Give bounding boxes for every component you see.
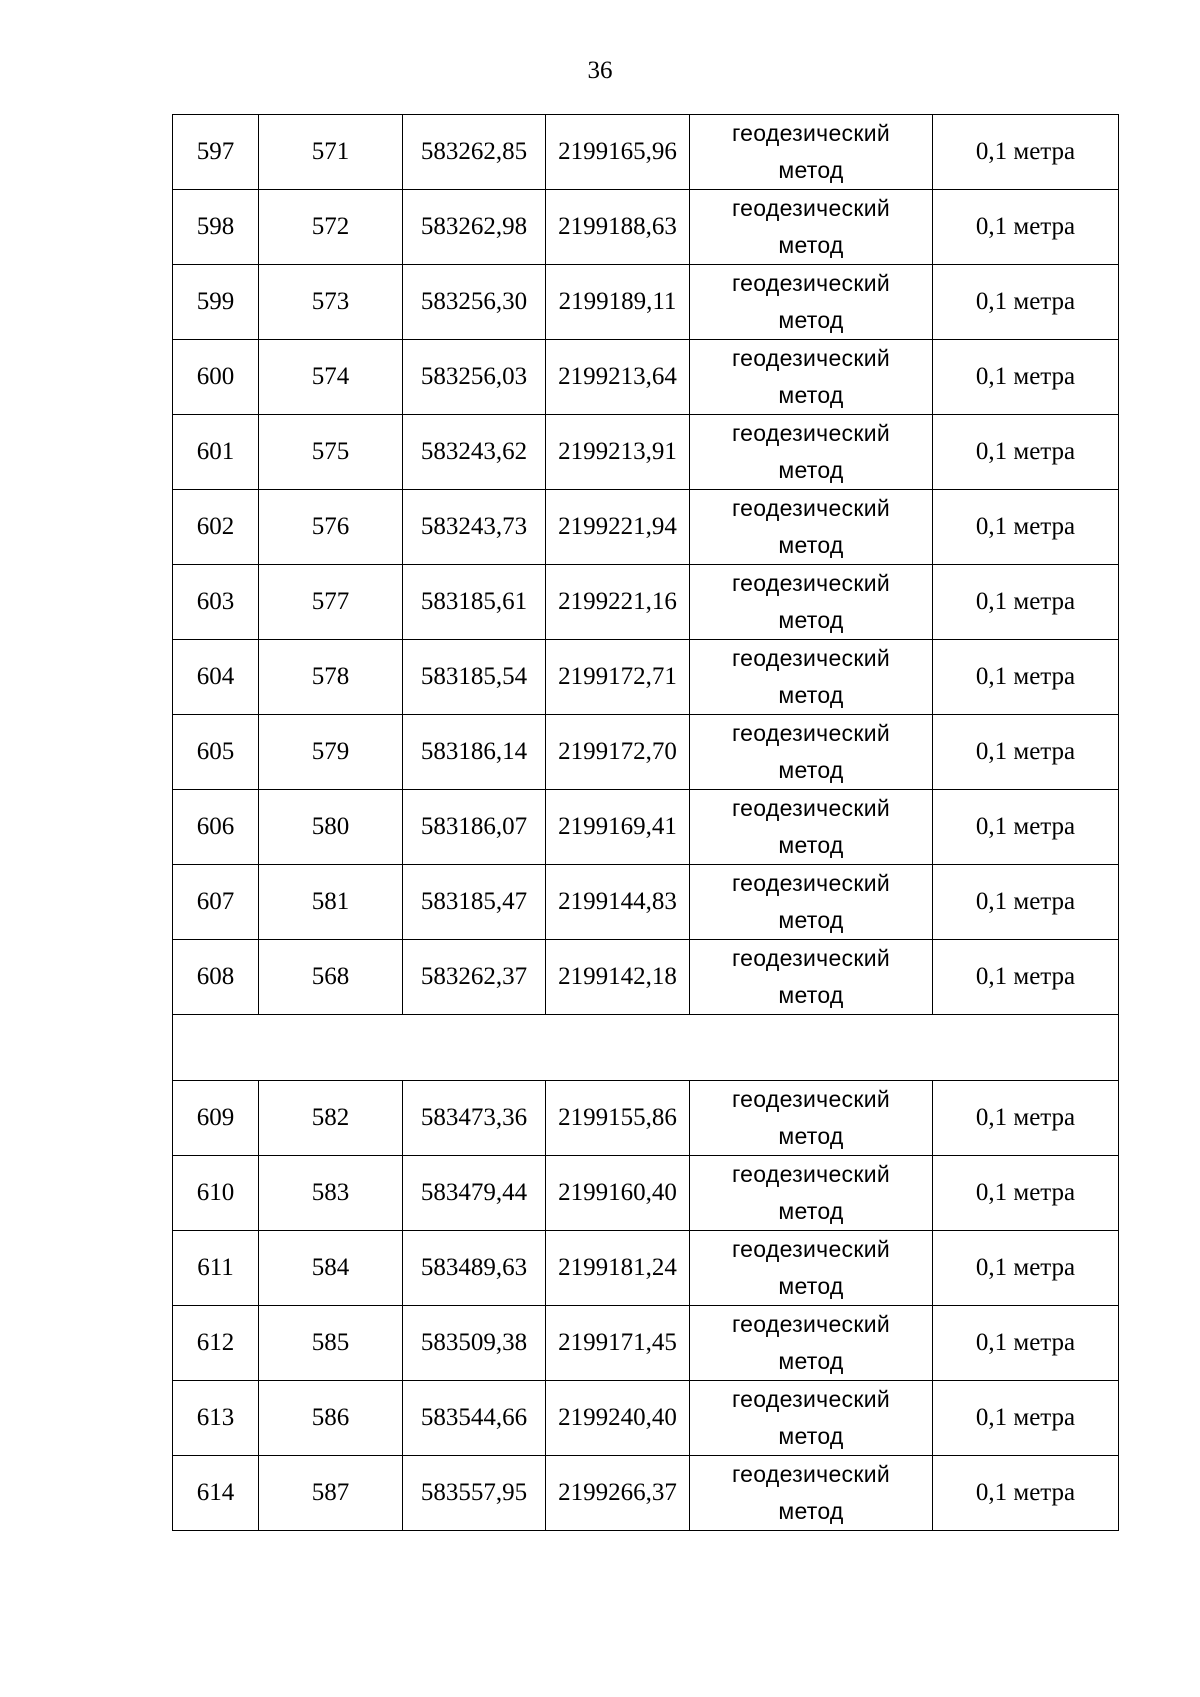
table-row [173, 1306, 1119, 1381]
method-text: метод [778, 1498, 844, 1524]
table-row [173, 1456, 1119, 1531]
x-coordinate-cell: 583185,54 [403, 640, 546, 715]
method-cell [690, 790, 933, 865]
y-coordinate-cell: 2199188,63 [546, 190, 690, 265]
boundary-point-cell: 582 [259, 1081, 403, 1156]
accuracy-cell: 0,1 метра [933, 1156, 1119, 1231]
point-number-cell: 607 [173, 865, 259, 940]
boundary-point-cell: 575 [259, 415, 403, 490]
x-coordinate-cell: 583256,03 [403, 340, 546, 415]
y-coordinate-cell: 2199142,18 [546, 940, 690, 1015]
accuracy-cell: 0,1 метра [933, 790, 1119, 865]
method-text: геодезический [732, 120, 890, 146]
table-row [173, 340, 1119, 415]
x-coordinate-cell: 583262,37 [403, 940, 546, 1015]
method-cell [690, 865, 933, 940]
boundary-point-cell: 580 [259, 790, 403, 865]
y-coordinate-cell: 2199171,45 [546, 1306, 690, 1381]
method-text: геодезический [732, 270, 890, 296]
x-coordinate-cell: 583557,95 [403, 1456, 546, 1531]
y-coordinate-cell: 2199221,94 [546, 490, 690, 565]
table-row [173, 1081, 1119, 1156]
table-row [173, 640, 1119, 715]
y-coordinate-cell: 2199181,24 [546, 1231, 690, 1306]
method-cell [690, 565, 933, 640]
y-coordinate-cell: 2199144,83 [546, 865, 690, 940]
point-number-cell: 610 [173, 1156, 259, 1231]
table-row [173, 565, 1119, 640]
y-coordinate-cell: 2199213,64 [546, 340, 690, 415]
accuracy-cell: 0,1 метра [933, 115, 1119, 190]
method-text: метод [778, 457, 844, 483]
point-number-cell: 599 [173, 265, 259, 340]
point-number-cell: 609 [173, 1081, 259, 1156]
method-cell [690, 1231, 933, 1306]
page-number: 36 [587, 57, 613, 84]
table-row [173, 1381, 1119, 1456]
method-text: метод [778, 1123, 844, 1149]
table-row [173, 715, 1119, 790]
method-cell [690, 1081, 933, 1156]
x-coordinate-cell: 583243,62 [403, 415, 546, 490]
accuracy-cell: 0,1 метра [933, 1231, 1119, 1306]
point-number-cell: 600 [173, 340, 259, 415]
boundary-point-cell: 585 [259, 1306, 403, 1381]
method-text: метод [778, 607, 844, 633]
boundary-point-cell: 579 [259, 715, 403, 790]
point-number-cell: 605 [173, 715, 259, 790]
y-coordinate-cell: 2199172,70 [546, 715, 690, 790]
method-cell [690, 1381, 933, 1456]
y-coordinate-cell: 2199266,37 [546, 1456, 690, 1531]
table-row [173, 940, 1119, 1015]
method-text: геодезический [732, 645, 890, 671]
method-cell [690, 1156, 933, 1231]
point-number-cell: 612 [173, 1306, 259, 1381]
y-coordinate-cell: 2199240,40 [546, 1381, 690, 1456]
x-coordinate-cell: 583262,85 [403, 115, 546, 190]
x-coordinate-cell: 583186,14 [403, 715, 546, 790]
boundary-point-cell: 578 [259, 640, 403, 715]
accuracy-cell: 0,1 метра [933, 415, 1119, 490]
method-text: геодезический [732, 345, 890, 371]
point-number-cell: 614 [173, 1456, 259, 1531]
y-coordinate-cell: 2199221,16 [546, 565, 690, 640]
method-text: геодезический [732, 570, 890, 596]
method-text: метод [778, 382, 844, 408]
table-row [173, 265, 1119, 340]
accuracy-cell: 0,1 метра [933, 1381, 1119, 1456]
method-text: геодезический [732, 945, 890, 971]
boundary-point-cell: 568 [259, 940, 403, 1015]
point-number-cell: 598 [173, 190, 259, 265]
table-row [173, 865, 1119, 940]
y-coordinate-cell: 2199155,86 [546, 1081, 690, 1156]
method-cell [690, 1306, 933, 1381]
method-cell [690, 1456, 933, 1531]
table-row [173, 190, 1119, 265]
y-coordinate-cell: 2199172,71 [546, 640, 690, 715]
method-cell [690, 715, 933, 790]
method-text: геодезический [732, 1461, 890, 1487]
accuracy-cell: 0,1 метра [933, 715, 1119, 790]
accuracy-cell: 0,1 метра [933, 565, 1119, 640]
boundary-point-cell: 571 [259, 115, 403, 190]
method-text: геодезический [732, 195, 890, 221]
x-coordinate-cell: 583479,44 [403, 1156, 546, 1231]
boundary-point-cell: 576 [259, 490, 403, 565]
y-coordinate-cell: 2199169,41 [546, 790, 690, 865]
x-coordinate-cell: 583243,73 [403, 490, 546, 565]
boundary-point-cell: 573 [259, 265, 403, 340]
point-number-cell: 613 [173, 1381, 259, 1456]
method-cell [690, 265, 933, 340]
method-text: метод [778, 1198, 844, 1224]
accuracy-cell: 0,1 метра [933, 940, 1119, 1015]
table-row [173, 1156, 1119, 1231]
x-coordinate-cell: 583185,47 [403, 865, 546, 940]
accuracy-cell: 0,1 метра [933, 640, 1119, 715]
coordinates-table [172, 114, 1119, 1531]
y-coordinate-cell: 2199189,11 [546, 265, 690, 340]
point-number-cell: 602 [173, 490, 259, 565]
method-text: геодезический [732, 495, 890, 521]
method-text: геодезический [732, 1311, 890, 1337]
x-coordinate-cell: 583262,98 [403, 190, 546, 265]
method-text: метод [778, 307, 844, 333]
method-text: метод [778, 757, 844, 783]
y-coordinate-cell: 2199160,40 [546, 1156, 690, 1231]
point-number-cell: 597 [173, 115, 259, 190]
accuracy-cell: 0,1 метра [933, 865, 1119, 940]
method-text: метод [778, 832, 844, 858]
point-number-cell: 604 [173, 640, 259, 715]
x-coordinate-cell: 583489,63 [403, 1231, 546, 1306]
method-text: метод [778, 907, 844, 933]
boundary-point-cell: 586 [259, 1381, 403, 1456]
accuracy-cell: 0,1 метра [933, 190, 1119, 265]
method-cell [690, 190, 933, 265]
method-cell [690, 340, 933, 415]
y-coordinate-cell: 2199213,91 [546, 415, 690, 490]
method-text: метод [778, 532, 844, 558]
method-cell [690, 940, 933, 1015]
method-cell [690, 115, 933, 190]
table-row [173, 1231, 1119, 1306]
method-text: геодезический [732, 420, 890, 446]
table-row [173, 415, 1119, 490]
table-row [173, 790, 1119, 865]
accuracy-cell: 0,1 метра [933, 1306, 1119, 1381]
method-text: метод [778, 232, 844, 258]
boundary-point-cell: 584 [259, 1231, 403, 1306]
accuracy-cell: 0,1 метра [933, 340, 1119, 415]
method-cell [690, 640, 933, 715]
method-text: геодезический [732, 720, 890, 746]
x-coordinate-cell: 583473,36 [403, 1081, 546, 1156]
x-coordinate-cell: 583186,07 [403, 790, 546, 865]
method-text: метод [778, 1273, 844, 1299]
x-coordinate-cell: 583256,30 [403, 265, 546, 340]
accuracy-cell: 0,1 метра [933, 490, 1119, 565]
method-text: метод [778, 982, 844, 1008]
boundary-point-cell: 574 [259, 340, 403, 415]
boundary-point-cell: 587 [259, 1456, 403, 1531]
method-cell [690, 490, 933, 565]
accuracy-cell: 0,1 метра [933, 1456, 1119, 1531]
boundary-point-cell: 583 [259, 1156, 403, 1231]
x-coordinate-cell: 583544,66 [403, 1381, 546, 1456]
point-number-cell: 608 [173, 940, 259, 1015]
table-row [173, 115, 1119, 190]
boundary-point-cell: 581 [259, 865, 403, 940]
method-text: геодезический [732, 1386, 890, 1412]
empty-separator-cell [173, 1015, 1119, 1081]
method-text: геодезический [732, 1086, 890, 1112]
accuracy-cell: 0,1 метра [933, 1081, 1119, 1156]
boundary-point-cell: 572 [259, 190, 403, 265]
boundary-point-cell: 577 [259, 565, 403, 640]
accuracy-cell: 0,1 метра [933, 265, 1119, 340]
coordinates-table-body [173, 115, 1119, 1531]
point-number-cell: 603 [173, 565, 259, 640]
method-cell [690, 415, 933, 490]
method-text: метод [778, 1348, 844, 1374]
point-number-cell: 601 [173, 415, 259, 490]
section-separator-row [173, 1015, 1119, 1081]
method-text: геодезический [732, 870, 890, 896]
method-text: метод [778, 1423, 844, 1449]
method-text: метод [778, 682, 844, 708]
method-text: метод [778, 157, 844, 183]
y-coordinate-cell: 2199165,96 [546, 115, 690, 190]
method-text: геодезический [732, 1161, 890, 1187]
x-coordinate-cell: 583509,38 [403, 1306, 546, 1381]
x-coordinate-cell: 583185,61 [403, 565, 546, 640]
method-text: геодезический [732, 795, 890, 821]
method-text: геодезический [732, 1236, 890, 1262]
point-number-cell: 606 [173, 790, 259, 865]
table-row [173, 490, 1119, 565]
point-number-cell: 611 [173, 1231, 259, 1306]
